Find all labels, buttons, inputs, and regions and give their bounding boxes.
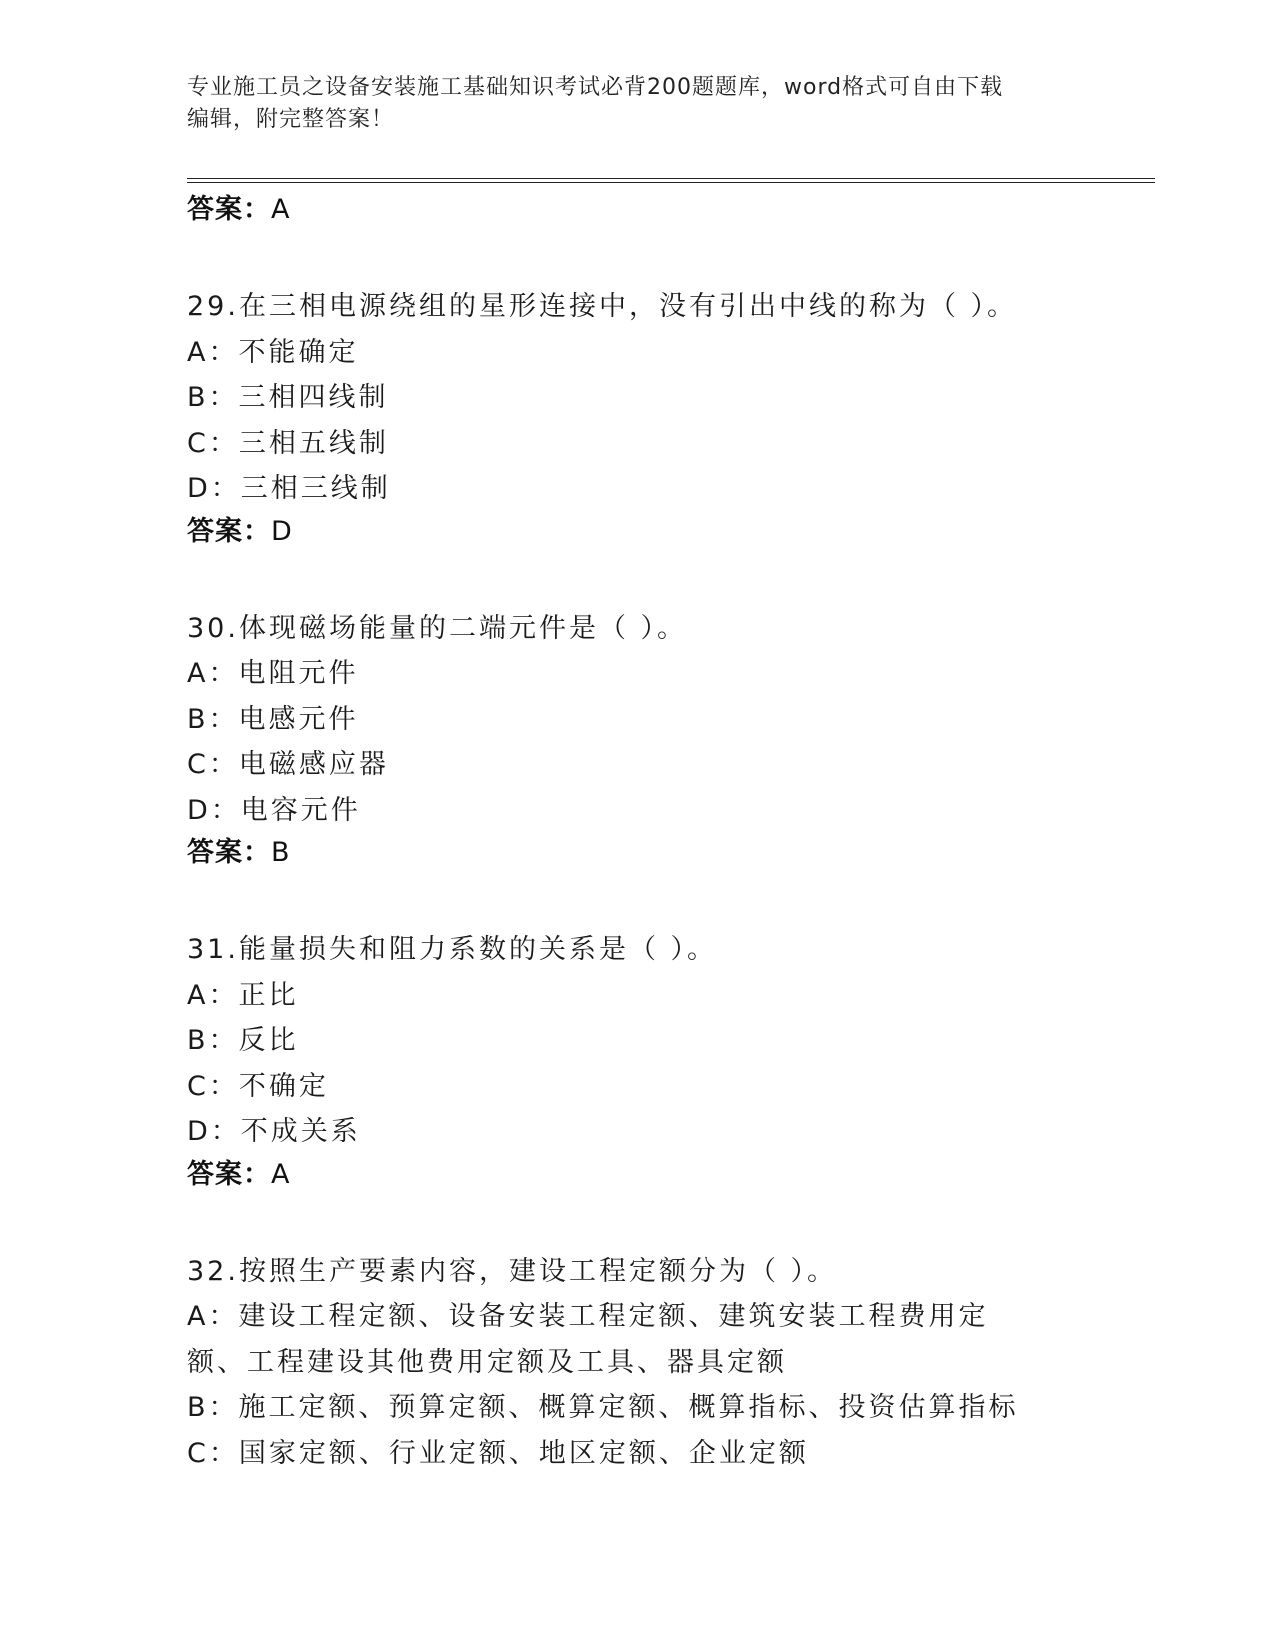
answer-value: D: [271, 515, 293, 547]
document-header: [187, 72, 1067, 136]
option-b: B：电感元件: [187, 703, 359, 735]
option-a: A：建设工程定额、设备安装工程定额、建筑安装工程费用定额、工程建设其他费用定额及工具、器具定额: [187, 1301, 989, 1378]
header-divider-top: [187, 178, 1155, 179]
question-list: [187, 190, 1155, 1476]
answer-label: 答案：: [187, 837, 271, 868]
option-d: D：三相三线制: [187, 473, 391, 504]
option-b: B：施工定额、预算定额、概算定额、概算指标、投资估算指标: [187, 1392, 1019, 1423]
header-title-line-1: 专业施工员之设备安装施工基础知识考试必背200题题库，word格式可自由下载: [187, 75, 1004, 100]
question-32: [187, 1249, 1155, 1477]
answer-line: [187, 1155, 1155, 1195]
option-b: B：三相四线制: [187, 382, 389, 413]
answer-value: A: [271, 194, 291, 225]
option-b: B：反比: [187, 1025, 299, 1056]
answer-line-q28: [187, 190, 1155, 230]
question-title: 32.按照生产要素内容，建设工程定额分为（ ）。: [187, 1255, 838, 1287]
question-29: [187, 284, 1155, 552]
header-title-line-2: 编辑，附完整答案！: [187, 107, 395, 132]
option-a: A：电阻元件: [187, 658, 359, 689]
question-title: 30.体现磁场能量的二端元件是（ ）。: [187, 612, 688, 644]
answer-line: [187, 833, 1155, 873]
answer-label: 答案：: [187, 1158, 271, 1190]
answer-value: A: [271, 1158, 291, 1190]
answer-line: [187, 512, 1155, 552]
question-31: [187, 927, 1155, 1195]
answer-label: 答案：: [187, 515, 271, 547]
option-a: A：不能确定: [187, 336, 359, 368]
question-title: 31.能量损失和阻力系数的关系是（ ）。: [187, 934, 718, 965]
header-divider-bottom: [187, 182, 1155, 183]
option-c: C：国家定额、行业定额、地区定额、企业定额: [187, 1437, 809, 1469]
option-a: A：正比: [187, 979, 299, 1011]
option-d: D：电容元件: [187, 794, 361, 826]
answer-label: 答案：: [187, 194, 271, 225]
question-30: [187, 606, 1155, 874]
answer-value: B: [271, 837, 291, 868]
question-title: 29.在三相电源绕组的星形连接中，没有引出中线的称为（ ）。: [187, 291, 1018, 322]
option-c: C：不确定: [187, 1070, 329, 1102]
option-c: C：三相五线制: [187, 427, 389, 459]
option-c: C：电磁感应器: [187, 749, 389, 780]
option-d: D：不成关系: [187, 1116, 361, 1147]
